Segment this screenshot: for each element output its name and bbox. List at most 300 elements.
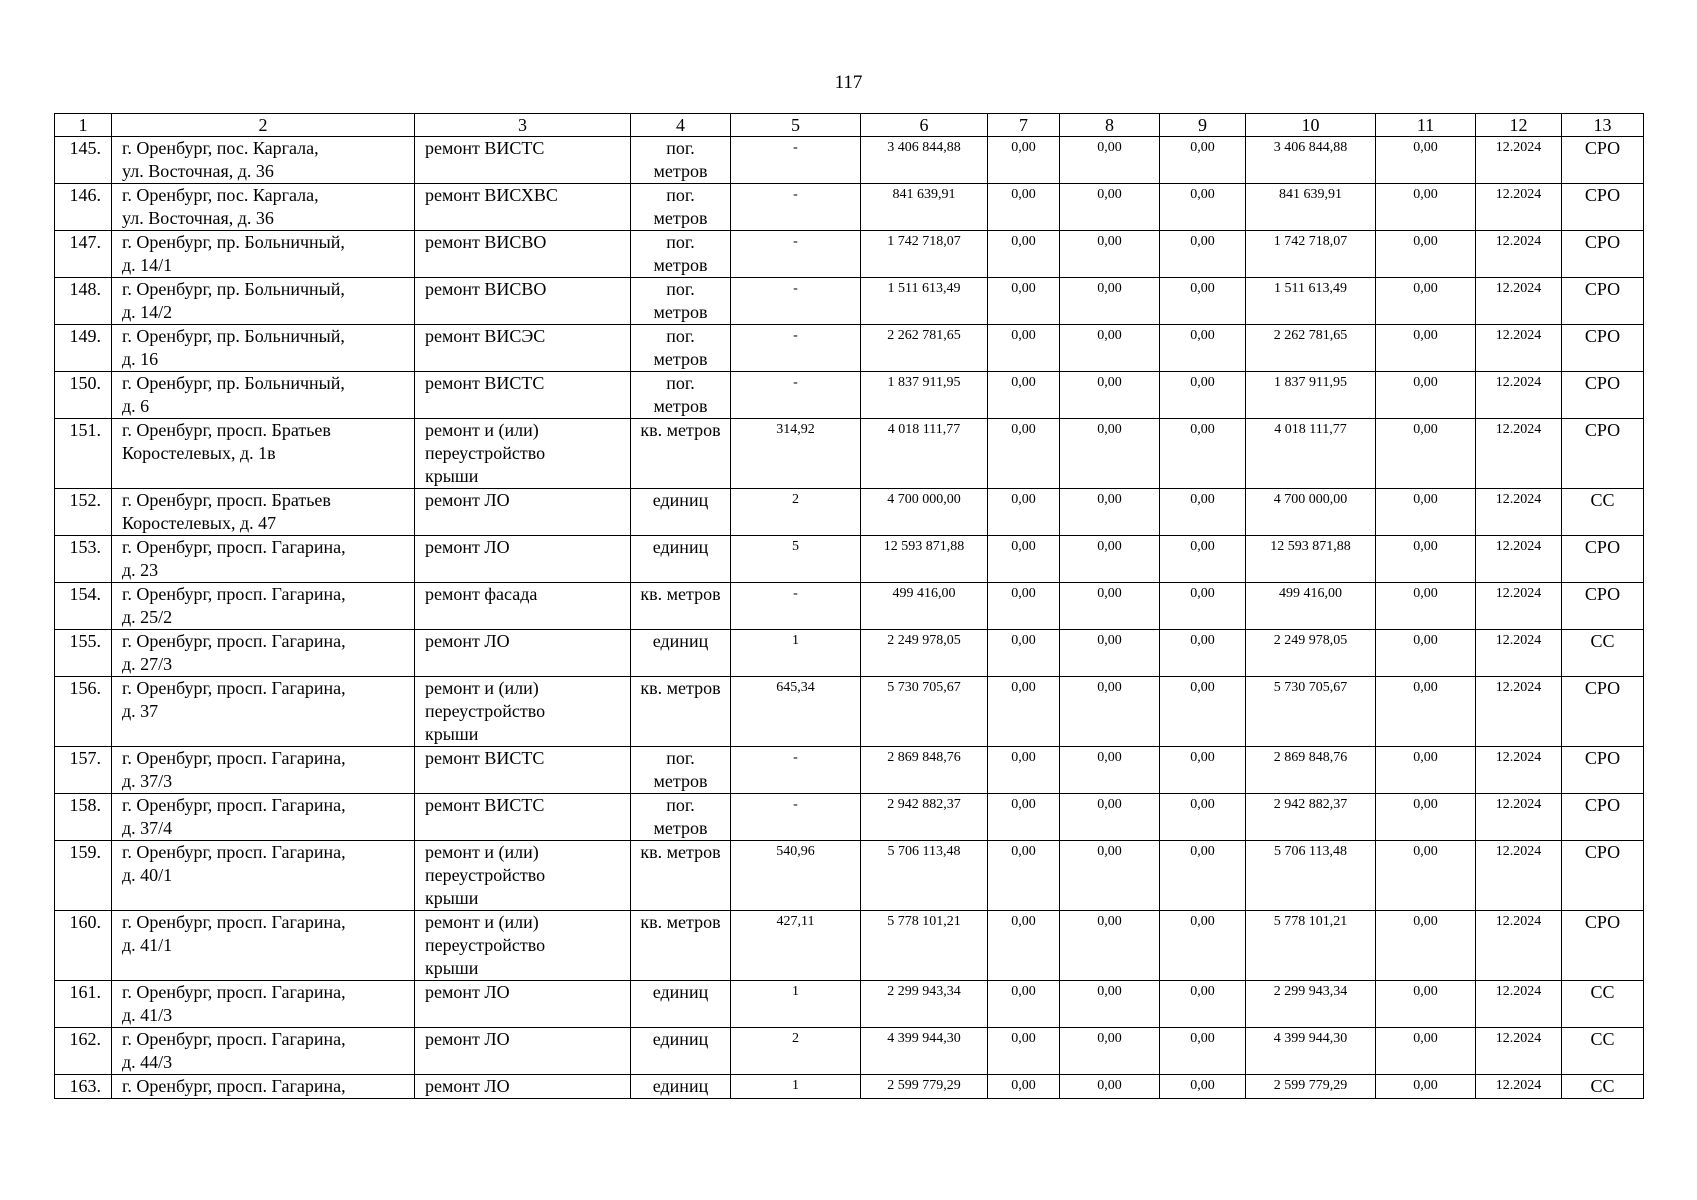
table-row <box>55 747 1644 794</box>
col7-cell: 0,00 <box>988 278 1060 325</box>
work-type-cell-line: ремонт ЛО <box>425 537 510 557</box>
fund-cost-cell: 2 599 779,29 <box>1246 1075 1376 1099</box>
funding-method-cell: СРО <box>1562 536 1644 583</box>
col8-cell: 0,00 <box>1060 981 1160 1028</box>
col8-cell: 0,00 <box>1060 489 1160 536</box>
quantity-cell: 1 <box>731 981 861 1028</box>
page-number: 117 <box>834 72 863 93</box>
completion-date-cell: 12.2024 <box>1476 231 1562 278</box>
address-cell <box>112 489 415 536</box>
work-type-cell-line: ремонт и (или) <box>425 842 539 862</box>
col9-cell: 0,00 <box>1160 372 1246 419</box>
total-cost-cell: 2 262 781,65 <box>861 325 988 372</box>
total-cost-cell: 1 511 613,49 <box>861 278 988 325</box>
col11-cell: 0,00 <box>1376 841 1476 911</box>
header-cell: 9 <box>1160 114 1246 137</box>
work-type-cell <box>415 137 631 184</box>
col7-cell: 0,00 <box>988 184 1060 231</box>
col11-cell: 0,00 <box>1376 325 1476 372</box>
col7-cell: 0,00 <box>988 1028 1060 1075</box>
unit-cell-line: метров <box>653 818 708 838</box>
quantity-cell: - <box>731 747 861 794</box>
address-cell <box>112 630 415 677</box>
address-cell <box>112 184 415 231</box>
unit-cell-line: единиц <box>652 1029 709 1049</box>
completion-date-cell: 12.2024 <box>1476 489 1562 536</box>
fund-cost-cell: 2 249 978,05 <box>1246 630 1376 677</box>
completion-date-cell: 12.2024 <box>1476 677 1562 747</box>
completion-date-cell: 12.2024 <box>1476 841 1562 911</box>
fund-cost-cell: 5 706 113,48 <box>1246 841 1376 911</box>
total-cost-cell: 4 700 000,00 <box>861 489 988 536</box>
quantity-cell: - <box>731 583 861 630</box>
address-cell <box>112 981 415 1028</box>
address-cell <box>112 231 415 278</box>
header-cell: 3 <box>415 114 631 137</box>
funding-method-cell: СС <box>1562 489 1644 536</box>
total-cost-cell: 12 593 871,88 <box>861 536 988 583</box>
quantity-cell: - <box>731 184 861 231</box>
col7-cell: 0,00 <box>988 630 1060 677</box>
address-cell <box>112 677 415 747</box>
col7-cell: 0,00 <box>988 841 1060 911</box>
work-type-cell <box>415 1028 631 1075</box>
table-row <box>55 981 1644 1028</box>
table-row <box>55 841 1644 911</box>
fund-cost-cell: 2 869 848,76 <box>1246 747 1376 794</box>
funding-method-cell: СРО <box>1562 231 1644 278</box>
unit-cell <box>631 747 731 794</box>
row-number-cell: 149. <box>55 325 112 372</box>
row-number-cell: 152. <box>55 489 112 536</box>
col7-cell: 0,00 <box>988 419 1060 489</box>
table-row <box>55 278 1644 325</box>
col11-cell: 0,00 <box>1376 911 1476 981</box>
row-number-cell: 157. <box>55 747 112 794</box>
unit-cell-line: кв. метров <box>640 678 721 698</box>
col7-cell: 0,00 <box>988 231 1060 278</box>
fund-cost-cell: 1 837 911,95 <box>1246 372 1376 419</box>
col8-cell: 0,00 <box>1060 583 1160 630</box>
col7-cell: 0,00 <box>988 981 1060 1028</box>
work-type-cell-line: ремонт ЛО <box>425 490 510 510</box>
work-type-cell <box>415 325 631 372</box>
work-type-cell-line: ремонт ЛО <box>425 631 510 651</box>
unit-cell-line: единиц <box>652 982 709 1002</box>
table-row <box>55 184 1644 231</box>
col11-cell: 0,00 <box>1376 278 1476 325</box>
header-cell: 12 <box>1476 114 1562 137</box>
col8-cell: 0,00 <box>1060 325 1160 372</box>
fund-cost-cell: 2 262 781,65 <box>1246 325 1376 372</box>
address-cell <box>112 372 415 419</box>
total-cost-cell: 2 299 943,34 <box>861 981 988 1028</box>
table-row <box>55 630 1644 677</box>
col7-cell: 0,00 <box>988 1075 1060 1099</box>
unit-cell-line: единиц <box>652 1076 709 1096</box>
col9-cell: 0,00 <box>1160 841 1246 911</box>
address-cell-line: г. Оренбург, пр. Больничный, <box>122 232 345 252</box>
unit-cell <box>631 794 731 841</box>
work-type-cell-line: переустройство <box>425 865 546 885</box>
col8-cell: 0,00 <box>1060 794 1160 841</box>
work-type-cell-line: ремонт ЛО <box>425 1029 510 1049</box>
col11-cell: 0,00 <box>1376 231 1476 278</box>
col9-cell: 0,00 <box>1160 325 1246 372</box>
unit-cell-line: пог. <box>666 795 695 815</box>
quantity-cell: 5 <box>731 536 861 583</box>
funding-method-cell: СС <box>1562 1075 1644 1099</box>
total-cost-cell: 499 416,00 <box>861 583 988 630</box>
table-row <box>55 677 1644 747</box>
work-type-cell <box>415 583 631 630</box>
address-cell-line: г. Оренбург, просп. Гагарина, <box>122 912 346 932</box>
address-cell-line: г. Оренбург, просп. Гагарина, <box>122 1076 346 1096</box>
work-type-cell-line: ремонт и (или) <box>425 420 539 440</box>
work-type-cell <box>415 981 631 1028</box>
unit-cell-line: пог. <box>666 138 695 158</box>
work-type-cell <box>415 184 631 231</box>
col7-cell: 0,00 <box>988 372 1060 419</box>
header-cell: 4 <box>631 114 731 137</box>
work-type-cell-line: ремонт и (или) <box>425 912 539 932</box>
fund-cost-cell: 841 639,91 <box>1246 184 1376 231</box>
address-cell-line: г. Оренбург, просп. Гагарина, <box>122 678 346 698</box>
address-cell-line: г. Оренбург, просп. Гагарина, <box>122 795 346 815</box>
col11-cell: 0,00 <box>1376 1075 1476 1099</box>
col11-cell: 0,00 <box>1376 419 1476 489</box>
unit-cell <box>631 372 731 419</box>
address-cell-line: г. Оренбург, пр. Больничный, <box>122 279 345 299</box>
col9-cell: 0,00 <box>1160 419 1246 489</box>
col9-cell: 0,00 <box>1160 747 1246 794</box>
col11-cell: 0,00 <box>1376 630 1476 677</box>
table-row <box>55 794 1644 841</box>
completion-date-cell: 12.2024 <box>1476 536 1562 583</box>
address-cell-line: д. 16 <box>122 349 159 369</box>
header-cell: 13 <box>1562 114 1644 137</box>
row-number-cell: 153. <box>55 536 112 583</box>
unit-cell <box>631 536 731 583</box>
col9-cell: 0,00 <box>1160 1075 1246 1099</box>
col11-cell: 0,00 <box>1376 372 1476 419</box>
completion-date-cell: 12.2024 <box>1476 278 1562 325</box>
address-cell <box>112 747 415 794</box>
quantity-cell: - <box>731 231 861 278</box>
row-number-cell: 146. <box>55 184 112 231</box>
row-number-cell: 147. <box>55 231 112 278</box>
work-type-cell-line: крыши <box>425 724 479 744</box>
address-cell-line: г. Оренбург, просп. Гагарина, <box>122 748 346 768</box>
address-cell-line: Коростелевых, д. 1в <box>122 443 276 463</box>
unit-cell-line: кв. метров <box>640 584 721 604</box>
unit-cell-line: кв. метров <box>640 842 721 862</box>
unit-cell <box>631 677 731 747</box>
unit-cell <box>631 489 731 536</box>
work-type-cell-line: ремонт ВИСХВС <box>425 185 558 205</box>
col11-cell: 0,00 <box>1376 677 1476 747</box>
col8-cell: 0,00 <box>1060 536 1160 583</box>
address-cell <box>112 1075 415 1099</box>
table-row <box>55 1028 1644 1075</box>
work-type-cell-line: ремонт ЛО <box>425 982 510 1002</box>
unit-cell-line: пог. <box>666 373 695 393</box>
col9-cell: 0,00 <box>1160 184 1246 231</box>
table-row <box>55 231 1644 278</box>
row-number-cell: 159. <box>55 841 112 911</box>
address-cell-line: д. 14/2 <box>122 302 173 322</box>
col9-cell: 0,00 <box>1160 278 1246 325</box>
quantity-cell: - <box>731 137 861 184</box>
row-number-cell: 156. <box>55 677 112 747</box>
address-cell <box>112 794 415 841</box>
work-type-cell <box>415 1075 631 1099</box>
completion-date-cell: 12.2024 <box>1476 1075 1562 1099</box>
total-cost-cell: 3 406 844,88 <box>861 137 988 184</box>
address-cell <box>112 325 415 372</box>
col9-cell: 0,00 <box>1160 137 1246 184</box>
address-cell <box>112 911 415 981</box>
col9-cell: 0,00 <box>1160 1028 1246 1075</box>
funding-method-cell: СС <box>1562 630 1644 677</box>
address-cell-line: Коростелевых, д. 47 <box>122 513 277 533</box>
col11-cell: 0,00 <box>1376 184 1476 231</box>
unit-cell <box>631 911 731 981</box>
unit-cell-line: метров <box>653 161 708 181</box>
unit-cell <box>631 231 731 278</box>
table-row <box>55 489 1644 536</box>
address-cell-line: ул. Восточная, д. 36 <box>122 161 274 181</box>
work-type-cell <box>415 536 631 583</box>
col11-cell: 0,00 <box>1376 583 1476 630</box>
col8-cell: 0,00 <box>1060 137 1160 184</box>
unit-cell-line: пог. <box>666 748 695 768</box>
table-body <box>55 137 1644 1099</box>
total-cost-cell: 2 869 848,76 <box>861 747 988 794</box>
quantity-cell: - <box>731 325 861 372</box>
unit-cell <box>631 419 731 489</box>
work-type-cell <box>415 841 631 911</box>
fund-cost-cell: 5 778 101,21 <box>1246 911 1376 981</box>
unit-cell-line: пог. <box>666 326 695 346</box>
completion-date-cell: 12.2024 <box>1476 325 1562 372</box>
work-type-cell-line: переустройство <box>425 443 546 463</box>
fund-cost-cell: 5 730 705,67 <box>1246 677 1376 747</box>
address-cell <box>112 419 415 489</box>
col9-cell: 0,00 <box>1160 231 1246 278</box>
work-type-cell <box>415 278 631 325</box>
unit-cell <box>631 841 731 911</box>
funding-method-cell: СРО <box>1562 794 1644 841</box>
fund-cost-cell: 3 406 844,88 <box>1246 137 1376 184</box>
header-cell: 7 <box>988 114 1060 137</box>
work-type-cell-line: ремонт ВИСВО <box>425 232 547 252</box>
row-number-cell: 160. <box>55 911 112 981</box>
address-cell-line: д. 23 <box>122 560 159 580</box>
col7-cell: 0,00 <box>988 583 1060 630</box>
row-number-cell: 155. <box>55 630 112 677</box>
unit-cell <box>631 137 731 184</box>
work-type-cell-line: ремонт ВИСВО <box>425 279 547 299</box>
col11-cell: 0,00 <box>1376 137 1476 184</box>
address-cell-line: д. 37 <box>122 701 159 721</box>
address-cell-line: д. 41/1 <box>122 935 173 955</box>
unit-cell <box>631 1028 731 1075</box>
total-cost-cell: 4 018 111,77 <box>861 419 988 489</box>
total-cost-cell: 841 639,91 <box>861 184 988 231</box>
col9-cell: 0,00 <box>1160 911 1246 981</box>
funding-method-cell: СРО <box>1562 184 1644 231</box>
address-cell-line: д. 37/3 <box>122 771 173 791</box>
quantity-cell: 427,11 <box>731 911 861 981</box>
work-type-cell <box>415 419 631 489</box>
col11-cell: 0,00 <box>1376 1028 1476 1075</box>
quantity-cell: 2 <box>731 489 861 536</box>
address-cell-line: д. 41/3 <box>122 1005 173 1025</box>
unit-cell-line: метров <box>653 349 708 369</box>
header-cell: 6 <box>861 114 988 137</box>
completion-date-cell: 12.2024 <box>1476 583 1562 630</box>
work-type-cell-line: ремонт ВИСТС <box>425 373 545 393</box>
address-cell-line: г. Оренбург, просп. Гагарина, <box>122 631 346 651</box>
address-cell-line: д. 6 <box>122 396 150 416</box>
total-cost-cell: 5 706 113,48 <box>861 841 988 911</box>
work-type-cell <box>415 911 631 981</box>
total-cost-cell: 2 599 779,29 <box>861 1075 988 1099</box>
address-cell <box>112 137 415 184</box>
table-row <box>55 583 1644 630</box>
col8-cell: 0,00 <box>1060 677 1160 747</box>
address-cell-line: г. Оренбург, просп. Гагарина, <box>122 982 346 1002</box>
row-number-cell: 158. <box>55 794 112 841</box>
col7-cell: 0,00 <box>988 677 1060 747</box>
row-number-cell: 163. <box>55 1075 112 1099</box>
quantity-cell: - <box>731 278 861 325</box>
col9-cell: 0,00 <box>1160 630 1246 677</box>
completion-date-cell: 12.2024 <box>1476 372 1562 419</box>
quantity-cell: 314,92 <box>731 419 861 489</box>
address-cell-line: д. 27/3 <box>122 654 173 674</box>
funding-method-cell: СРО <box>1562 911 1644 981</box>
fund-cost-cell: 4 700 000,00 <box>1246 489 1376 536</box>
col8-cell: 0,00 <box>1060 911 1160 981</box>
address-cell <box>112 278 415 325</box>
table-row <box>55 325 1644 372</box>
row-number-cell: 145. <box>55 137 112 184</box>
table-row <box>55 911 1644 981</box>
completion-date-cell: 12.2024 <box>1476 747 1562 794</box>
table-row <box>55 1075 1644 1099</box>
address-cell-line: ул. Восточная, д. 36 <box>122 208 274 228</box>
fund-cost-cell: 2 299 943,34 <box>1246 981 1376 1028</box>
col9-cell: 0,00 <box>1160 794 1246 841</box>
col8-cell: 0,00 <box>1060 278 1160 325</box>
fund-cost-cell: 499 416,00 <box>1246 583 1376 630</box>
address-cell-line: г. Оренбург, пр. Больничный, <box>122 373 345 393</box>
unit-cell-line: пог. <box>666 185 695 205</box>
work-type-cell-line: крыши <box>425 958 479 978</box>
quantity-cell: 645,34 <box>731 677 861 747</box>
work-type-cell-line: ремонт ВИСЭС <box>425 326 546 346</box>
unit-cell <box>631 184 731 231</box>
unit-cell-line: пог. <box>666 232 695 252</box>
table-row <box>55 536 1644 583</box>
work-type-cell <box>415 231 631 278</box>
work-type-cell <box>415 747 631 794</box>
unit-cell-line: единиц <box>652 631 709 651</box>
unit-cell-line: единиц <box>652 490 709 510</box>
work-type-cell-line: крыши <box>425 888 479 908</box>
work-type-cell-line: ремонт ВИСТС <box>425 138 545 158</box>
address-cell-line: г. Оренбург, просп. Гагарина, <box>122 842 346 862</box>
col9-cell: 0,00 <box>1160 583 1246 630</box>
col9-cell: 0,00 <box>1160 489 1246 536</box>
col11-cell: 0,00 <box>1376 536 1476 583</box>
work-type-cell <box>415 677 631 747</box>
funding-method-cell: СРО <box>1562 747 1644 794</box>
address-cell-line: г. Оренбург, просп. Гагарина, <box>122 537 346 557</box>
completion-date-cell: 12.2024 <box>1476 630 1562 677</box>
completion-date-cell: 12.2024 <box>1476 137 1562 184</box>
total-cost-cell: 2 942 882,37 <box>861 794 988 841</box>
work-type-cell <box>415 372 631 419</box>
funding-method-cell: СРО <box>1562 325 1644 372</box>
col11-cell: 0,00 <box>1376 981 1476 1028</box>
quantity-cell: 1 <box>731 630 861 677</box>
col7-cell: 0,00 <box>988 747 1060 794</box>
table-row <box>55 372 1644 419</box>
completion-date-cell: 12.2024 <box>1476 419 1562 489</box>
row-number-cell: 162. <box>55 1028 112 1075</box>
work-type-cell-line: ремонт ВИСТС <box>425 795 545 815</box>
funding-method-cell: СРО <box>1562 278 1644 325</box>
address-cell-line: д. 44/3 <box>122 1052 173 1072</box>
works-register-table <box>54 113 1644 1099</box>
quantity-cell: 540,96 <box>731 841 861 911</box>
address-cell <box>112 841 415 911</box>
work-type-cell-line: ремонт фасада <box>425 584 538 604</box>
total-cost-cell: 5 730 705,67 <box>861 677 988 747</box>
address-cell-line: г. Оренбург, просп. Гагарина, <box>122 584 346 604</box>
quantity-cell: 2 <box>731 1028 861 1075</box>
col8-cell: 0,00 <box>1060 419 1160 489</box>
header-cell: 10 <box>1246 114 1376 137</box>
header-cell: 8 <box>1060 114 1160 137</box>
quantity-cell: 1 <box>731 1075 861 1099</box>
header-row <box>55 114 1644 137</box>
address-cell-line: г. Оренбург, просп. Гагарина, <box>122 1029 346 1049</box>
row-number-cell: 150. <box>55 372 112 419</box>
unit-cell-line: метров <box>653 302 708 322</box>
funding-method-cell: СРО <box>1562 372 1644 419</box>
header-cell: 1 <box>55 114 112 137</box>
address-cell-line: г. Оренбург, пос. Каргала, <box>122 138 319 158</box>
address-cell-line: д. 14/1 <box>122 255 173 275</box>
col11-cell: 0,00 <box>1376 489 1476 536</box>
col7-cell: 0,00 <box>988 325 1060 372</box>
funding-method-cell: СРО <box>1562 583 1644 630</box>
address-cell <box>112 536 415 583</box>
col11-cell: 0,00 <box>1376 747 1476 794</box>
col7-cell: 0,00 <box>988 794 1060 841</box>
row-number-cell: 161. <box>55 981 112 1028</box>
work-type-cell <box>415 489 631 536</box>
col8-cell: 0,00 <box>1060 1075 1160 1099</box>
col11-cell: 0,00 <box>1376 794 1476 841</box>
row-number-cell: 154. <box>55 583 112 630</box>
address-cell-line: г. Оренбург, просп. Братьев <box>122 490 331 510</box>
col7-cell: 0,00 <box>988 137 1060 184</box>
